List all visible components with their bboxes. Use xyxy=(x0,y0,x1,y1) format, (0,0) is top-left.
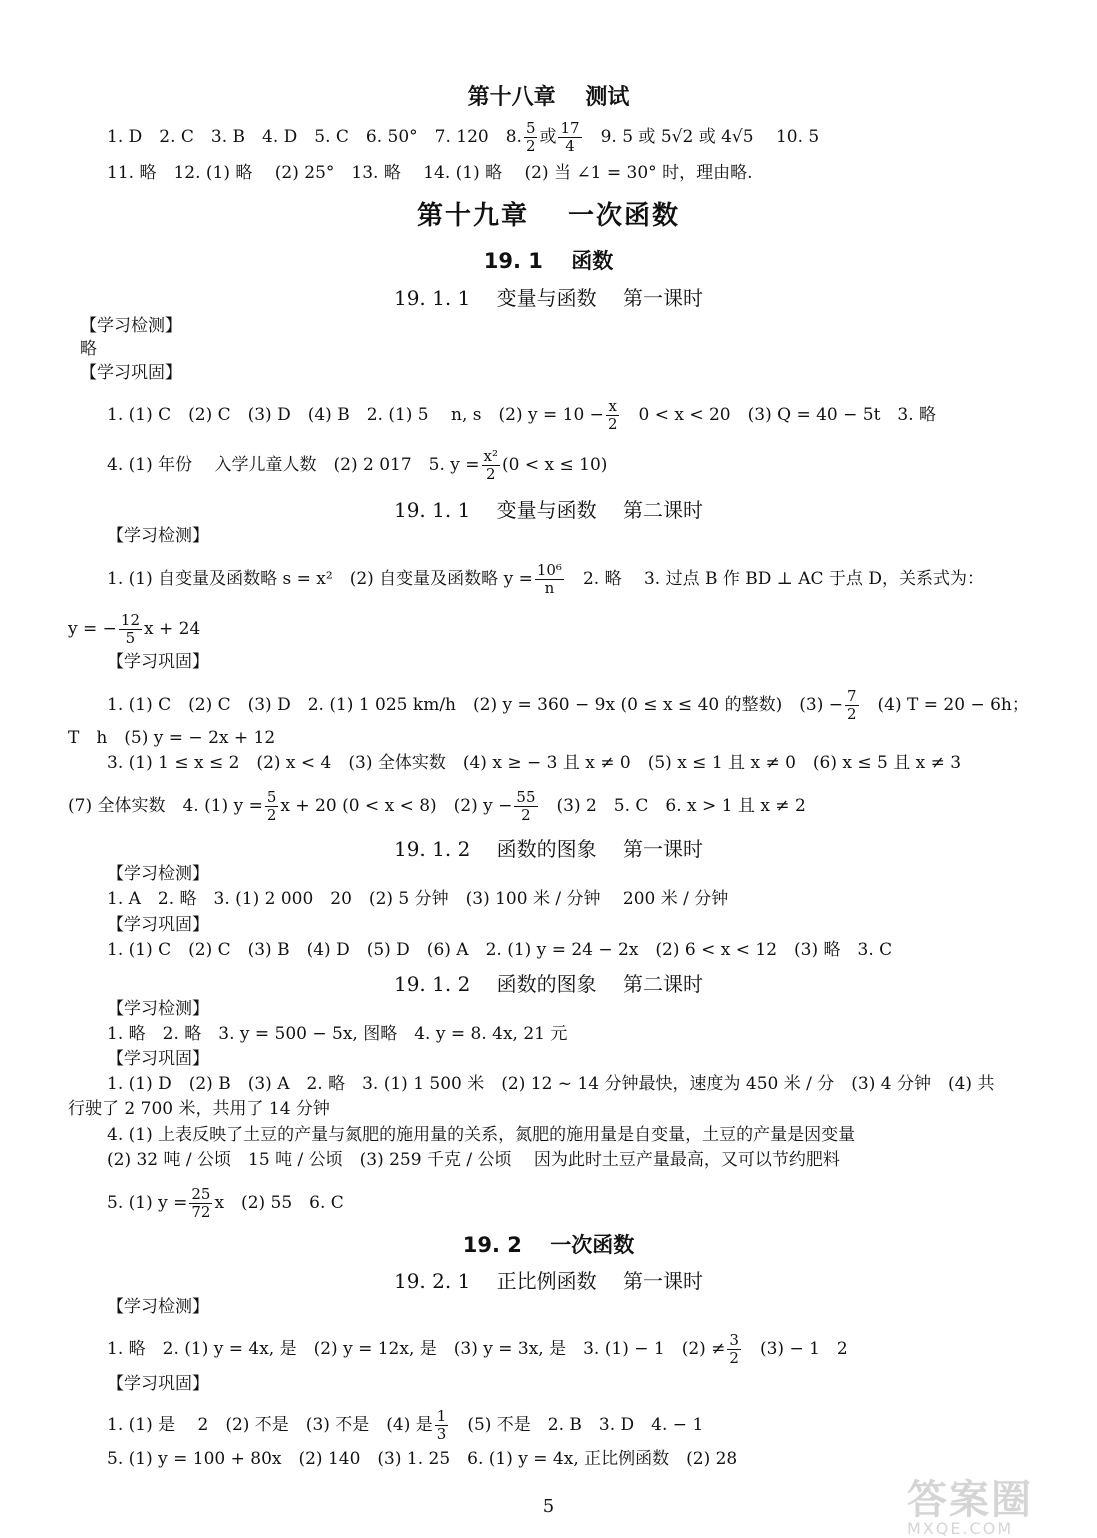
text: 9. 5 或 5√2 或 4√5 10. 5 xyxy=(583,127,820,147)
text: 0 < x < 20 (3) Q = 40 − 5t 3. 略 xyxy=(621,405,937,425)
denominator: n xyxy=(544,579,555,597)
fraction xyxy=(558,120,581,155)
fraction xyxy=(482,448,500,483)
denominator: 2 xyxy=(521,806,531,824)
b-check-line-1 xyxy=(107,562,984,597)
numerator: x xyxy=(606,398,620,416)
a-check-answer: 略 xyxy=(80,339,97,359)
label-learning-check: 【学习检测】 xyxy=(107,526,209,546)
text: 2. 略 3. 过点 B 作 BD ⊥ AC 于点 D，关系式为： xyxy=(565,569,984,589)
section-19-2-title: 19. 2 一次函数 xyxy=(462,1233,635,1257)
chapter-18-test-title: 第十八章 测试 xyxy=(467,85,630,110)
text: 1. D 2. C 3. B 4. D 5. C 6. 50° 7. 120 8. xyxy=(107,127,522,147)
subsection-19-1-1-b-title: 19. 1. 1 变量与函数 第二课时 xyxy=(393,498,704,522)
b-check-line-2 xyxy=(68,612,200,647)
text: 4. (1) 年份 入学儿童人数 (2) 2 017 5. y = xyxy=(107,455,480,475)
e-consolidate-line-1 xyxy=(107,1408,703,1443)
b-consolidate-line-1 xyxy=(107,688,1029,723)
denominator: 4 xyxy=(565,137,575,155)
denominator: 2 xyxy=(525,137,536,155)
page-number: 5 xyxy=(542,1496,555,1517)
section-19-1-title: 19. 1 函数 xyxy=(483,249,614,273)
numerator: 3 xyxy=(729,1331,739,1349)
text: x + 24 xyxy=(144,619,201,639)
label-learning-check: 【学习检测】 xyxy=(107,999,209,1019)
label-learning-consolidate: 【学习巩固】 xyxy=(107,652,209,672)
text: 1. (1) C (2) C (3) D (4) B 2. (1) 5 n, s (2) y = 10 − xyxy=(107,405,604,425)
subsection-19-2-1-title: 19. 2. 1 正比例函数 第一课时 xyxy=(393,1269,704,1293)
fraction xyxy=(606,398,620,433)
a-consolidate-line-1 xyxy=(107,398,936,433)
denominator: 72 xyxy=(191,1203,211,1221)
text: (4) T = 20 − 6h； xyxy=(860,695,1029,715)
text: (5) 不是 2. B 3. D 4. − 1 xyxy=(450,1415,704,1435)
text: 1. 略 2. (1) y = 4x, 是 (2) y = 12x, 是 (3) y = 3x, 是 3. (1) − 1 (2) ≠ xyxy=(107,1339,726,1359)
label-learning-check: 【学习检测】 xyxy=(107,1297,209,1317)
text: (0 < x ≤ 10) xyxy=(502,455,608,475)
e-check-line-1 xyxy=(107,1332,848,1367)
numerator: 5 xyxy=(525,119,536,137)
numerator: 5 xyxy=(266,788,277,806)
fraction xyxy=(727,1332,741,1367)
denominator: 2 xyxy=(607,415,618,433)
numerator: 17 xyxy=(560,119,580,137)
denominator: 2 xyxy=(846,705,857,723)
text: 或 xyxy=(539,127,557,147)
ch18-line-1 xyxy=(107,120,819,155)
text: (3) 2 5. C 6. x > 1 且 x ≠ 2 xyxy=(539,796,806,816)
numerator: 7 xyxy=(846,687,857,705)
numerator: 1 xyxy=(436,1407,447,1425)
text: (3) − 1 2 xyxy=(742,1339,848,1359)
text: (7) 全体实数 4. (1) y = xyxy=(68,796,263,816)
text: x + 20 (0 < x < 8) (2) y − xyxy=(280,796,513,816)
numerator: 10⁶ xyxy=(536,561,562,579)
b-consolidate-line-2: T h (5) y = − 2x + 12 xyxy=(68,728,276,748)
fraction xyxy=(119,612,142,647)
watermark-url: MXQE.COM xyxy=(907,1519,1014,1538)
chapter-19-title: 第十九章 一次函数 xyxy=(416,201,681,231)
denominator: 2 xyxy=(729,1349,739,1367)
ch18-line-2: 11. 略 12. (1) 略 (2) 25° 13. 略 14. (1) 略 (2) 当 ∠1 = 30° 时，理由略. xyxy=(107,163,753,183)
numerator: 12 xyxy=(120,611,140,629)
fraction xyxy=(524,120,538,155)
subsection-19-1-2-a-title: 19. 1. 2 函数的图象 第一课时 xyxy=(393,837,704,861)
text: y = − xyxy=(68,619,117,639)
fraction xyxy=(535,562,564,597)
fraction xyxy=(845,688,859,723)
text: 1. (1) 自变量及函数略 s = x² (2) 自变量及函数略 y = xyxy=(107,569,533,589)
label-learning-consolidate: 【学习巩固】 xyxy=(80,363,182,383)
text: 5. (1) y = xyxy=(107,1193,188,1213)
fraction xyxy=(435,1408,449,1443)
numerator: 55 xyxy=(516,788,536,806)
label-learning-check: 【学习检测】 xyxy=(80,316,182,336)
fraction xyxy=(265,789,279,824)
denominator: 3 xyxy=(436,1425,447,1443)
numerator: x² xyxy=(483,447,499,465)
label-learning-check: 【学习检测】 xyxy=(107,864,209,884)
b-consolidate-line-4 xyxy=(68,789,806,824)
text: 1. (1) C (2) C (3) D 2. (1) 1 025 km/h (2) y = 360 − 9x (0 ≤ x ≤ 40 的整数) (3) − xyxy=(107,695,843,715)
watermark-logo-text: 答案圈 xyxy=(907,1477,1033,1523)
denominator: 2 xyxy=(266,806,277,824)
d-consolidate-line-5 xyxy=(107,1186,344,1221)
text: x (2) 55 6. C xyxy=(214,1193,344,1213)
label-learning-consolidate: 【学习巩固】 xyxy=(107,1374,209,1394)
d-consolidate-line-2: 行驶了 2 700 米，共用了 14 分钟 xyxy=(68,1099,330,1119)
subsection-19-1-2-b-title: 19. 1. 2 函数的图象 第二课时 xyxy=(393,972,704,996)
c-check-line-1: 1. A 2. 略 3. (1) 2 000 20 (2) 5 分钟 (3) 100 米 / 分钟 200 米 / 分钟 xyxy=(107,889,729,909)
numerator: 25 xyxy=(191,1185,211,1203)
b-consolidate-line-3: 3. (1) 1 ≤ x ≤ 2 (2) x < 4 (3) 全体实数 (4) x ≥ − 3 且 x ≠ 0 (5) x ≤ 1 且 x ≠ 0 (6) x ≤ 5 且 x ≠ 3 xyxy=(107,753,962,773)
d-consolidate-line-1: 1. (1) D (2) B (3) A 2. 略 3. (1) 1 500 米 (2) 12 ~ 14 分钟最快，速度为 450 米 / 分 (3) 4 分钟 (4) 共 xyxy=(107,1074,995,1094)
label-learning-consolidate: 【学习巩固】 xyxy=(107,1049,209,1069)
subsection-19-1-1-a-title: 19. 1. 1 变量与函数 第一课时 xyxy=(393,286,704,310)
denominator: 2 xyxy=(486,465,496,483)
label-learning-consolidate: 【学习巩固】 xyxy=(107,915,209,935)
d-consolidate-line-3: 4. (1) 上表反映了土豆的产量与氮肥的施用量的关系，氮肥的施用量是自变量，土豆的产量是因变量 xyxy=(107,1125,856,1145)
d-check-line-1: 1. 略 2. 略 3. y = 500 − 5x, 图略 4. y = 8. 4x, 21 元 xyxy=(107,1024,568,1044)
d-consolidate-line-4: (2) 32 吨 / 公顷 15 吨 / 公顷 (3) 259 千克 / 公顷 因为此时土豆产量最高，又可以节约肥料 xyxy=(107,1150,840,1170)
a-consolidate-line-2 xyxy=(107,448,607,483)
fraction xyxy=(189,1186,212,1221)
fraction xyxy=(514,789,537,824)
c-consolidate-line-1: 1. (1) C (2) C (3) B (4) D (5) D (6) A 2. (1) y = 24 − 2x (2) 6 < x < 12 (3) 略 3. C xyxy=(107,940,893,960)
denominator: 5 xyxy=(125,629,136,647)
e-consolidate-line-2: 5. (1) y = 100 + 80x (2) 140 (3) 1. 25 6. (1) y = 4x, 正比例函数 (2) 28 xyxy=(107,1449,738,1469)
text: 1. (1) 是 2 (2) 不是 (3) 不是 (4) 是 xyxy=(107,1415,433,1435)
watermark-logo xyxy=(907,1468,1077,1538)
